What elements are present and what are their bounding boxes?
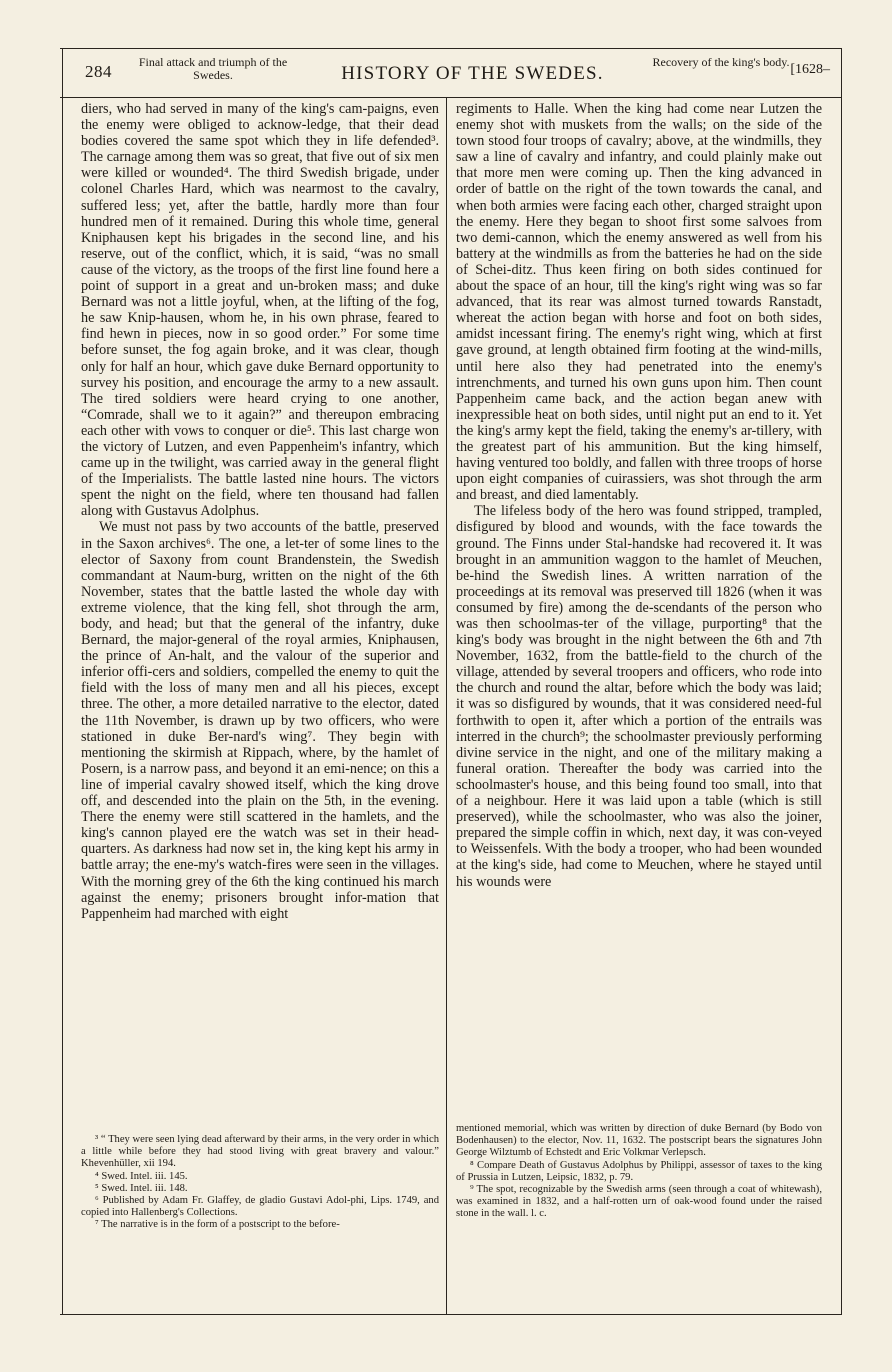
left-border: [62, 48, 63, 1314]
column-divider: [446, 97, 447, 1314]
right-border: [841, 48, 842, 1314]
left-column-text: [81, 101, 439, 1123]
date-marker: [1628–: [790, 62, 830, 77]
paragraph: regiments to Halle. When the king had come near Lutzen the enemy shot with muskets from the walls; on the side of the town stood four troops of cavalry; above, at the windmills, they saw a line of cavalry and infantry, and could plainly make out that more men were coming up. Then the king advanced in order of battle on the right of the town towards the canal, and when both armies were facing each other, charged straight upon the enemy. Here they began to shoot first some salvoes from two demi-cannon, which the enemy answered as well from his battery at the windmills as from the batteries he had on the side of Schei-ditz. Thus keen firing on both sides continued for about the space of an hour, till the king's right wing was so far advanced, that its rear was almost turned towards Ranstadt, whereat the action began with horse and foot on both sides, amidst incessant firing. The enemy's right wing, which at first gave ground, at length obtained firm footing at the wind-mills, until here also they had penetrated into the enemy's intrenchments, and turned his own guns upon him. Then count Pappenheim came back, and the action began anew with inexpressible heat on both sides, until night put an end to it. Yet the king's army kept the field, taking the enemy's ar-tillery, with the greatest part of his ammunition. But the king himself, having ventured too boldly, and fallen with three troops of horse upon eight companies of cuirassiers, was shot through the arm and breast, and died lamentably.: [456, 101, 822, 504]
footnote: ⁸ Compare Death of Gustavus Adolphus by Philippi, assessor of taxes to the king of Prussia in Lutzen, Leipsic, 1832, p. 79.: [456, 1159, 822, 1183]
bottom-rule: [60, 1314, 842, 1315]
top-rule: [60, 48, 842, 49]
footnote: ⁵ Swed. Intel. iii. 148.: [95, 1182, 188, 1194]
footnote: ⁶ Published by Adam Fr. Glaffey, de gladio Gustavi Adol-phi, Lips. 1749, and copied into Hallenberg's Collections.: [81, 1195, 439, 1219]
paragraph: We must not pass by two accounts of the battle, preserved in the Saxon archives⁶. The one, a let-ter of some lines to the elector of Saxony from count Brandenstein, the Swedish commandant at Naum-burg, written on the night of the 6th November, states that the battle lasted the whole day with extreme violence, that the king fell, shot through the arm, body, and head; but that the general of the infantry, duke Bernard, the major-general of the royal armies, Kniphausen, the prince of An-halt, and the valour of the superior and inferior offi-cers and soldiers, compelled the enemy to quit the field with the loss of many men and all his pieces, except three. The other, a more detailed narrative to the elector, dated the 11th November, is drawn up by two officers, who were stationed in duke Ber-nard's wing⁷. They begin with mentioning the skirmish at Rippach, where, by the hamlet of Posern, is a narrow pass, and beyond it an emi-nence; on this a line of imperial cavalry showed itself, which the king drove off, and descended into the plain on the 5th, in the evening. There the enemy were still scattered in the hamlets, and the king's cannon played ere the watch was set in their head-quarters. As darkness had now set in, the king kept his army in battle array; the ene-my's watch-fires were seen in the villages. With the morning grey of the 6th the king continued his march against the enemy; prisoners brought infor-mation that Pappenheim had marched with eight: [81, 519, 439, 922]
header-rule: [60, 97, 842, 98]
left-footnotes: [81, 1134, 439, 1232]
footnote: ³ “ They were seen lying dead afterward by their arms, in the very order in which a little while before they had stood living with great bravery and valour.” Khevenhüller, xii 194.: [81, 1134, 439, 1170]
left-side-caption: Final attack and triumph of the Swedes.: [138, 55, 288, 82]
left-column: [81, 101, 439, 1231]
right-column-text: [456, 101, 822, 1123]
right-column: [456, 101, 822, 1220]
right-footnotes: [456, 1123, 822, 1221]
page-header: [60, 50, 842, 96]
page-number: 284: [85, 62, 112, 81]
running-title: HISTORY OF THE SWEDES.: [341, 63, 604, 84]
footnote: ⁷ The narrative is in the form of a postscript to the before-: [95, 1219, 340, 1231]
paragraph: The lifeless body of the hero was found stripped, trampled, disfigured by blood and wounds, with the face towards the ground. The Finns under Stal-handske had recovered it. It was brought in an ammunition waggon to the hamlet of Meuchen, be-hind the Swedish lines. A written narration of the proceedings at its removal was preserved till 1826 (when it was consumed by fire) among the de-scendants of the person who was then schoolmas-ter of the village, purporting⁸ that the king's body was brought in the night between the 6th and 7th November, 1632, from the battle-field to the church of the village, attended by several troopers and officers, who rode into the church and round the altar, before which the body was laid; it was so disfigured by wounds, that it was considered need-ful forthwith to open it, after which a portion of the entrails was interred in the church⁹; the schoolmaster previously performing divine service in the night, and one of the military making a funeral oration. Thereafter the body was carried into the schoolmaster's house, and this being found too small, into that of a neighbour. Here it was laid upon a table (which is still preserved), while the schoolmaster, who was also the joiner, prepared the simple coffin in which, next day, it was con-veyed to Weissenfels. With the body a trooper, who had been wounded at the king's side, had come to Meuchen, where he stayed until his wounds were: [456, 503, 822, 890]
footnote: ⁴ Swed. Intel. iii. 145.: [95, 1170, 188, 1182]
footnote: ⁹ The spot, recognizable by the Swedish arms (seen through a coat of whitewash), was examined in 1832, and a half-rotten urn of oak-wood found under the raised stone in the wall. l. c.: [456, 1184, 822, 1220]
footnote: mentioned memorial, which was written by direction of duke Bernard (by Bodo von Bodenhausen) to the elector, Nov. 11, 1632. The postscript bears the signatures John George Wilztumb of Echstedt and Eric Volkmar Verlepsch.: [456, 1123, 822, 1159]
right-side-caption: Recovery of the king's body.: [652, 55, 790, 69]
paragraph: diers, who had served in many of the king's cam-paigns, even the enemy were obliged to acknow-ledge, that their dead bodies covered the same spot which they in life defended³. The carnage among them was so great, that five out of six men were killed or wounded⁴. The third Swedish brigade, under colonel Charles Hard, which was nearmost to the cavalry, suffered less; yet, after the battle, hardly more than four hundred men of it remained. During this whole time, general Kniphausen kept his brigades in the second line, and his reserve, out of the conflict, which, it is said, “was no small cause of the victory, as the troops of the first line found here a point of support in a great and un-broken mass; and duke Bernard was not a little joyful, when, at the lifting of the fog, he saw Knip-hausen, whom he, in his own phrase, feared to find hewn in pieces, now in so good order.” For some time before sunset, the fog again broke, and it was clear, though only for half an hour, which gave duke Bernard opportunity to survey his position, and encourage the army to a new assault. The tired soldiers were heard crying to one another, “Comrade, shall we to it again?” and thereupon embracing each other with vows to conquer or die⁵. This last charge won the victory of Lutzen, and even Pappenheim's infantry, which came up in the twilight, was carried away in the general flight of the Imperialists. The battle lasted nine hours. The victors spent the night on the field, where ten thousand had fallen along with Gustavus Adolphus.: [81, 101, 439, 520]
